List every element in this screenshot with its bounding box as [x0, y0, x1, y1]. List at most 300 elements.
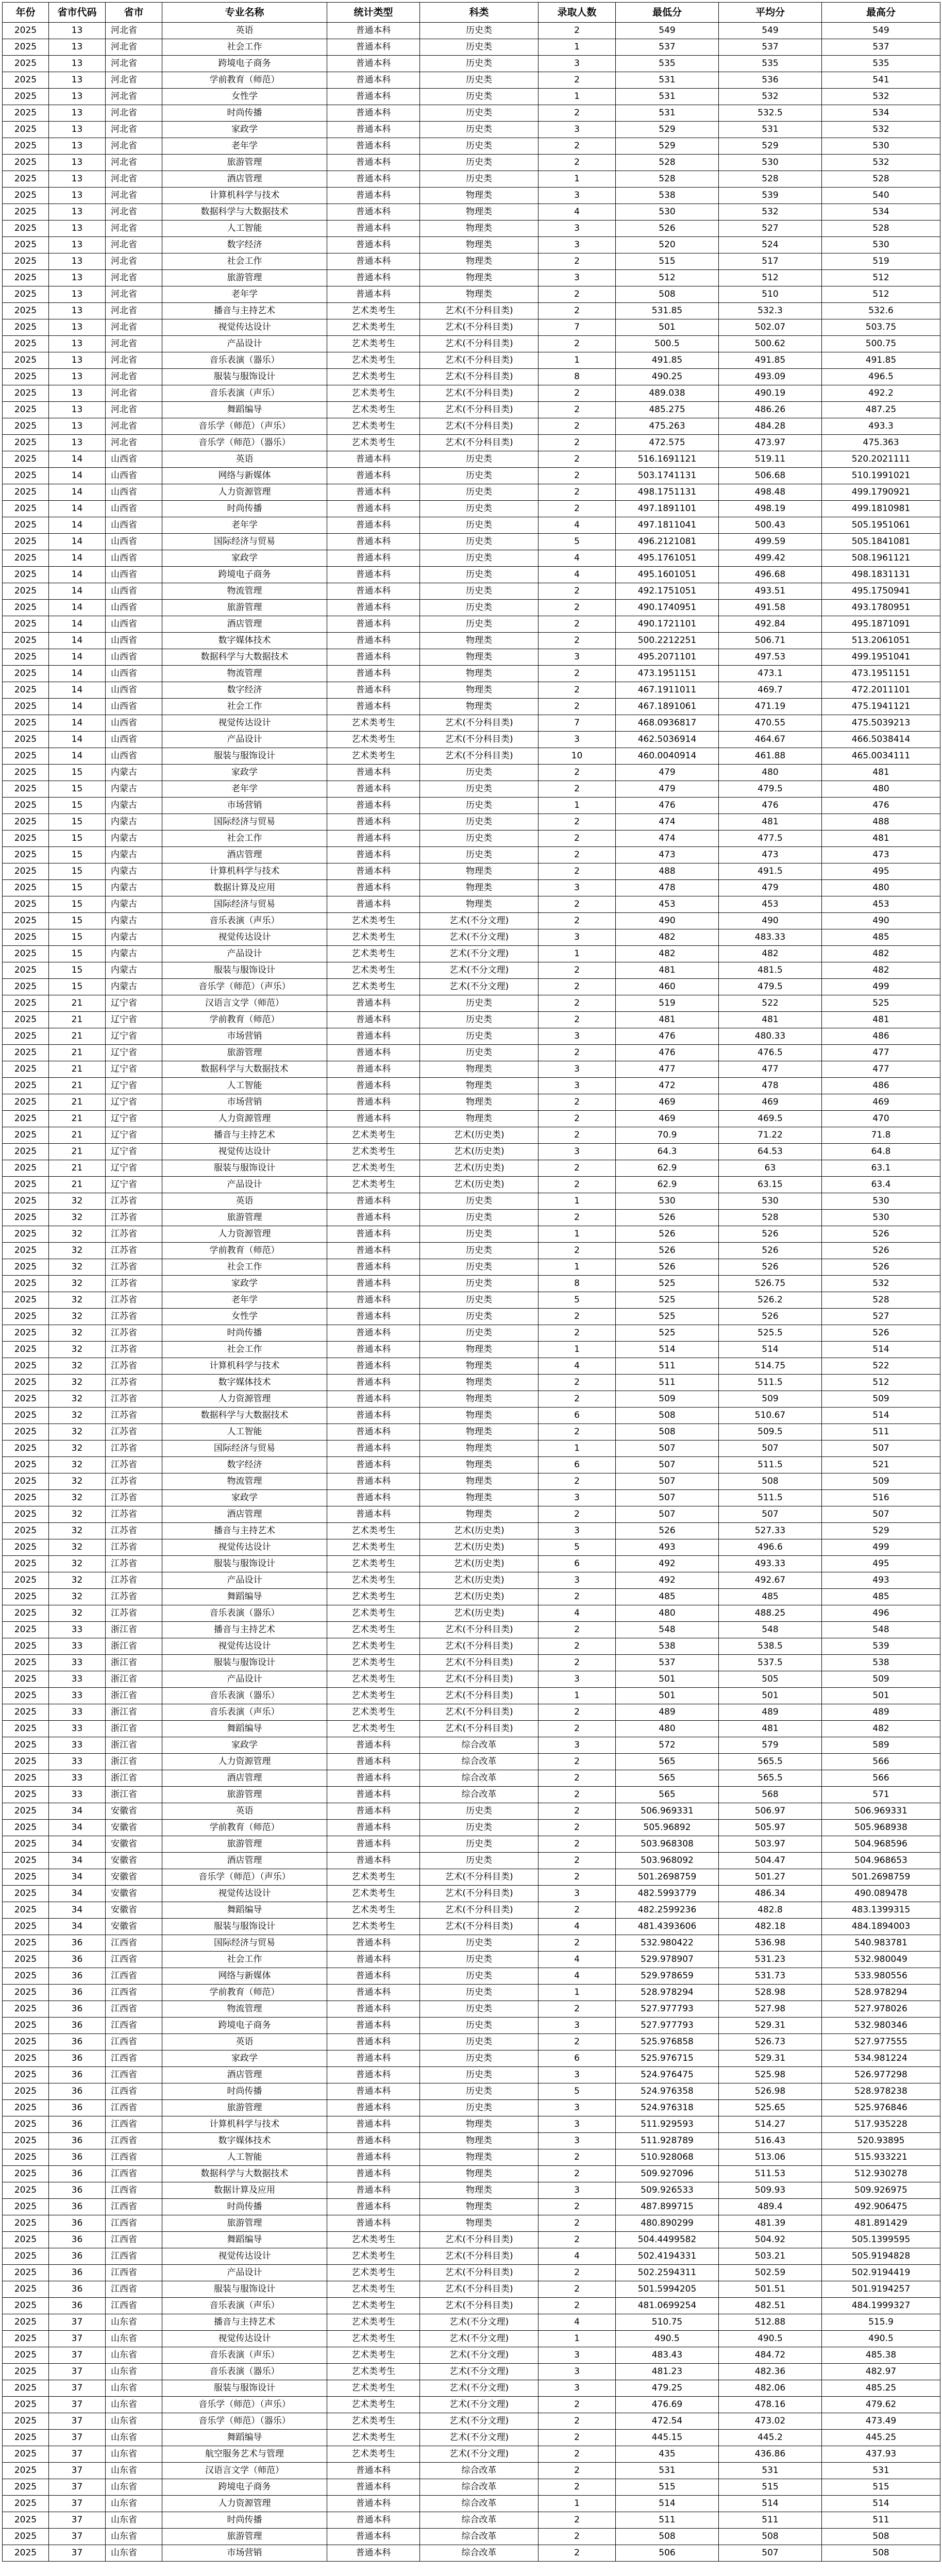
subject-cell: 艺术(不分科目类) [420, 336, 539, 352]
year-cell: 2025 [3, 89, 49, 105]
admitted-count-cell: 2 [539, 2232, 616, 2248]
major-cell: 舞蹈编导 [162, 1902, 327, 1919]
admitted-count-cell: 2 [539, 847, 616, 863]
subject-cell: 艺术(不分文理) [420, 2331, 539, 2347]
table-row [3, 649, 940, 666]
min-score-cell: 482.5993779 [616, 1886, 719, 1902]
min-score-cell: 490.1721101 [616, 616, 719, 633]
stat-type-cell: 普通本科 [327, 72, 420, 89]
subject-cell: 历史类 [420, 1045, 539, 1061]
year-cell: 2025 [3, 286, 49, 303]
major-cell: 女性学 [162, 89, 327, 105]
min-score-cell: 483.43 [616, 2347, 719, 2364]
table-row [3, 319, 940, 336]
subject-cell: 艺术(不分科目类) [420, 385, 539, 402]
province-cell: 内蒙古 [106, 781, 162, 798]
year-cell: 2025 [3, 682, 49, 699]
admitted-count-cell: 2 [539, 2479, 616, 2496]
admitted-count-cell: 3 [539, 1061, 616, 1078]
major-cell: 市场营销 [162, 1028, 327, 1045]
province-cell: 内蒙古 [106, 863, 162, 880]
subject-cell: 艺术(不分科目类) [420, 2248, 539, 2265]
province-cell: 辽宁省 [106, 1045, 162, 1061]
subject-cell: 物理类 [420, 221, 539, 237]
table-row [3, 666, 940, 682]
min-score-cell: 485 [616, 1589, 719, 1605]
table-row [3, 1391, 940, 1408]
admitted-count-cell: 6 [539, 1457, 616, 1473]
col-year-header: 年份 [3, 3, 49, 23]
year-cell: 2025 [3, 221, 49, 237]
province-cell: 河北省 [106, 319, 162, 336]
avg-score-cell: 511.5 [719, 1375, 822, 1391]
admitted-count-cell: 2 [539, 2034, 616, 2050]
subject-cell: 物理类 [420, 286, 539, 303]
avg-score-cell: 490.5 [719, 2331, 822, 2347]
stat-type-cell: 艺术类考生 [327, 369, 420, 385]
major-cell: 舞蹈编导 [162, 2430, 327, 2446]
major-cell: 老年学 [162, 781, 327, 798]
admitted-count-cell: 3 [539, 56, 616, 72]
table-row [3, 2149, 940, 2166]
avg-score-cell: 480 [719, 765, 822, 781]
year-cell: 2025 [3, 2083, 49, 2100]
table-row [3, 1440, 940, 1457]
table-row [3, 1688, 940, 1704]
major-cell: 计算机科学与技术 [162, 188, 327, 204]
major-cell: 人工智能 [162, 221, 327, 237]
year-cell: 2025 [3, 1408, 49, 1424]
avg-score-cell: 568 [719, 1787, 822, 1803]
year-cell: 2025 [3, 1177, 49, 1193]
table-row [3, 122, 940, 138]
avg-score-cell: 532.5 [719, 105, 822, 122]
avg-score-cell: 512 [719, 270, 822, 286]
avg-score-cell: 481 [719, 1012, 822, 1028]
min-score-cell: 479.25 [616, 2380, 719, 2397]
province-code-cell: 14 [49, 616, 106, 633]
year-cell: 2025 [3, 600, 49, 616]
province-cell: 山西省 [106, 666, 162, 682]
province-cell: 山西省 [106, 715, 162, 732]
year-cell: 2025 [3, 616, 49, 633]
max-score-cell: 480 [822, 880, 940, 896]
min-score-cell: 504.4499582 [616, 2232, 719, 2248]
table-row [3, 188, 940, 204]
province-code-cell: 32 [49, 1539, 106, 1556]
table-row [3, 831, 940, 847]
subject-cell: 物理类 [420, 699, 539, 715]
admitted-count-cell: 3 [539, 1078, 616, 1094]
major-cell: 时尚传播 [162, 501, 327, 517]
province-code-cell: 21 [49, 1094, 106, 1111]
table-row [3, 1309, 940, 1325]
major-cell: 数据计算及应用 [162, 2182, 327, 2199]
province-code-cell: 37 [49, 2496, 106, 2512]
province-code-cell: 37 [49, 2364, 106, 2380]
province-code-cell: 14 [49, 666, 106, 682]
admitted-count-cell: 3 [539, 2133, 616, 2149]
max-score-cell: 490.089478 [822, 1886, 940, 1902]
major-cell: 家政学 [162, 1490, 327, 1506]
year-cell: 2025 [3, 303, 49, 319]
province-cell: 河北省 [106, 286, 162, 303]
min-score-cell: 481 [616, 962, 719, 979]
table-row [3, 2331, 940, 2347]
table-row [3, 1259, 940, 1276]
province-code-cell: 13 [49, 237, 106, 253]
province-cell: 河北省 [106, 56, 162, 72]
province-code-cell: 36 [49, 2248, 106, 2265]
min-score-cell: 532.980422 [616, 1935, 719, 1952]
min-score-cell: 482 [616, 929, 719, 946]
subject-cell: 物理类 [420, 237, 539, 253]
max-score-cell: 499 [822, 1539, 940, 1556]
year-cell: 2025 [3, 2446, 49, 2463]
major-cell: 播音与主持艺术 [162, 1523, 327, 1539]
admitted-count-cell: 4 [539, 567, 616, 583]
table-row [3, 2067, 940, 2083]
admitted-count-cell: 4 [539, 2314, 616, 2331]
year-cell: 2025 [3, 2512, 49, 2529]
table-row [3, 1622, 940, 1638]
province-code-cell: 15 [49, 847, 106, 863]
table-row [3, 2380, 940, 2397]
avg-score-cell: 469 [719, 1094, 822, 1111]
major-cell: 社会工作 [162, 39, 327, 56]
max-score-cell: 495.1871091 [822, 616, 940, 633]
stat-type-cell: 普通本科 [327, 1968, 420, 1985]
admitted-count-cell: 3 [539, 2364, 616, 2380]
avg-score-cell: 528.98 [719, 1985, 822, 2001]
province-cell: 安徽省 [106, 1836, 162, 1853]
avg-score-cell: 526 [719, 1226, 822, 1243]
min-score-cell: 445.15 [616, 2430, 719, 2446]
min-score-cell: 525 [616, 1292, 719, 1309]
col-stat-type-header: 统计类型 [327, 3, 420, 23]
subject-cell: 艺术(不分科目类) [420, 748, 539, 765]
admitted-count-cell: 1 [539, 1259, 616, 1276]
avg-score-cell: 548 [719, 1622, 822, 1638]
admitted-count-cell: 2 [539, 2397, 616, 2413]
avg-score-cell: 486.34 [719, 1886, 822, 1902]
province-cell: 山东省 [106, 2331, 162, 2347]
avg-score-cell: 481 [719, 814, 822, 831]
stat-type-cell: 普通本科 [327, 1078, 420, 1094]
subject-cell: 历史类 [420, 1276, 539, 1292]
province-code-cell: 14 [49, 699, 106, 715]
stat-type-cell: 普通本科 [327, 204, 420, 221]
max-score-cell: 495 [822, 863, 940, 880]
stat-type-cell: 普通本科 [327, 814, 420, 831]
year-cell: 2025 [3, 2281, 49, 2298]
avg-score-cell: 482.51 [719, 2298, 822, 2314]
admitted-count-cell: 4 [539, 204, 616, 221]
province-cell: 江西省 [106, 2100, 162, 2116]
min-score-cell: 535 [616, 56, 719, 72]
province-cell: 河北省 [106, 253, 162, 270]
year-cell: 2025 [3, 1375, 49, 1391]
major-cell: 跨境电子商务 [162, 2479, 327, 2496]
major-cell: 社会工作 [162, 831, 327, 847]
subject-cell: 物理类 [420, 1424, 539, 1440]
admitted-count-cell: 4 [539, 1968, 616, 1985]
table-row [3, 1473, 940, 1490]
avg-score-cell: 489 [719, 1704, 822, 1721]
stat-type-cell: 普通本科 [327, 534, 420, 550]
admitted-count-cell: 5 [539, 534, 616, 550]
major-cell: 音乐学（师范）（声乐） [162, 2397, 327, 2413]
subject-cell: 历史类 [420, 1226, 539, 1243]
table-row [3, 896, 940, 913]
min-score-cell: 492 [616, 1572, 719, 1589]
table-row [3, 138, 940, 155]
table-row [3, 1243, 940, 1259]
avg-score-cell: 489.4 [719, 2199, 822, 2215]
max-score-cell: 534 [822, 204, 940, 221]
min-score-cell: 508 [616, 2529, 719, 2545]
province-code-cell: 14 [49, 484, 106, 501]
avg-score-cell: 514 [719, 2496, 822, 2512]
subject-cell: 艺术(历史类) [420, 1589, 539, 1605]
major-cell: 市场营销 [162, 2545, 327, 2562]
max-score-cell: 485 [822, 929, 940, 946]
avg-score-cell: 493.33 [719, 1556, 822, 1572]
admitted-count-cell: 2 [539, 616, 616, 633]
max-score-cell: 512.930278 [822, 2166, 940, 2182]
admitted-count-cell: 2 [539, 1622, 616, 1638]
major-cell: 服装与服饰设计 [162, 748, 327, 765]
stat-type-cell: 艺术类考生 [327, 2331, 420, 2347]
admitted-count-cell: 2 [539, 666, 616, 682]
table-row [3, 2281, 940, 2298]
province-cell: 江西省 [106, 2149, 162, 2166]
province-code-cell: 34 [49, 1902, 106, 1919]
province-code-cell: 13 [49, 155, 106, 171]
province-cell: 山西省 [106, 682, 162, 699]
max-score-cell: 508 [822, 2545, 940, 2562]
province-code-cell: 15 [49, 781, 106, 798]
stat-type-cell: 艺术类考生 [327, 435, 420, 451]
max-score-cell: 528.978294 [822, 1985, 940, 2001]
avg-score-cell: 497.53 [719, 649, 822, 666]
major-cell: 物流管理 [162, 1473, 327, 1490]
min-score-cell: 507 [616, 1490, 719, 1506]
subject-cell: 历史类 [420, 1935, 539, 1952]
admitted-count-cell: 2 [539, 1935, 616, 1952]
avg-score-cell: 484.28 [719, 418, 822, 435]
min-score-cell: 498.1751131 [616, 484, 719, 501]
avg-score-cell: 526.2 [719, 1292, 822, 1309]
table-row [3, 1342, 940, 1358]
stat-type-cell: 普通本科 [327, 1754, 420, 1770]
table-row [3, 1325, 940, 1342]
avg-score-cell: 531 [719, 2463, 822, 2479]
major-cell: 数字媒体技术 [162, 633, 327, 649]
table-row [3, 1721, 940, 1737]
max-score-cell: 506.969331 [822, 1803, 940, 1820]
year-cell: 2025 [3, 2232, 49, 2248]
admitted-count-cell: 2 [539, 1094, 616, 1111]
major-cell: 音乐表演（声乐） [162, 2298, 327, 2314]
stat-type-cell: 普通本科 [327, 1391, 420, 1408]
stat-type-cell: 普通本科 [327, 1952, 420, 1968]
avg-score-cell: 491.85 [719, 352, 822, 369]
avg-score-cell: 549 [719, 23, 822, 39]
subject-cell: 艺术(不分科目类) [420, 2265, 539, 2281]
subject-cell: 历史类 [420, 847, 539, 863]
subject-cell: 历史类 [420, 1243, 539, 1259]
subject-cell: 艺术(不分科目类) [420, 2298, 539, 2314]
max-score-cell: 63.1 [822, 1160, 940, 1177]
max-score-cell: 505.1951061 [822, 517, 940, 534]
avg-score-cell: 528 [719, 171, 822, 188]
province-code-cell: 13 [49, 122, 106, 138]
min-score-cell: 525 [616, 1309, 719, 1325]
admitted-count-cell: 3 [539, 1490, 616, 1506]
province-cell: 江西省 [106, 2001, 162, 2018]
avg-score-cell: 530 [719, 155, 822, 171]
max-score-cell: 483.1399315 [822, 1902, 940, 1919]
table-row [3, 748, 940, 765]
min-score-cell: 62.9 [616, 1160, 719, 1177]
admitted-count-cell: 3 [539, 649, 616, 666]
province-code-cell: 13 [49, 221, 106, 237]
year-cell: 2025 [3, 517, 49, 534]
admitted-count-cell: 2 [539, 2281, 616, 2298]
min-score-cell: 511 [616, 2512, 719, 2529]
subject-cell: 物理类 [420, 1342, 539, 1358]
province-cell: 江西省 [106, 2248, 162, 2265]
subject-cell: 历史类 [420, 995, 539, 1012]
max-score-cell: 481 [822, 831, 940, 847]
province-cell: 河北省 [106, 155, 162, 171]
min-score-cell: 508 [616, 1408, 719, 1424]
admitted-count-cell: 7 [539, 319, 616, 336]
max-score-cell: 453 [822, 896, 940, 913]
min-score-cell: 537 [616, 39, 719, 56]
stat-type-cell: 普通本科 [327, 484, 420, 501]
province-cell: 河北省 [106, 23, 162, 39]
province-code-cell: 15 [49, 798, 106, 814]
province-cell: 江西省 [106, 2083, 162, 2100]
province-code-cell: 33 [49, 1655, 106, 1671]
major-cell: 音乐表演（器乐） [162, 352, 327, 369]
avg-score-cell: 71.22 [719, 1127, 822, 1144]
subject-cell: 历史类 [420, 2100, 539, 2116]
min-score-cell: 507 [616, 1457, 719, 1473]
province-cell: 内蒙古 [106, 896, 162, 913]
table-row [3, 2166, 940, 2182]
max-score-cell: 486 [822, 1028, 940, 1045]
subject-cell: 物理类 [420, 2116, 539, 2133]
year-cell: 2025 [3, 2479, 49, 2496]
province-cell: 内蒙古 [106, 979, 162, 995]
year-cell: 2025 [3, 2199, 49, 2215]
year-cell: 2025 [3, 1968, 49, 1985]
min-score-cell: 469 [616, 1111, 719, 1127]
subject-cell: 历史类 [420, 39, 539, 56]
table-row [3, 1490, 940, 1506]
min-score-cell: 495.1761051 [616, 550, 719, 567]
stat-type-cell: 普通本科 [327, 1770, 420, 1787]
avg-score-cell: 453 [719, 896, 822, 913]
province-cell: 山西省 [106, 484, 162, 501]
max-score-cell: 520.93895 [822, 2133, 940, 2149]
major-cell: 人力资源管理 [162, 1111, 327, 1127]
avg-score-cell: 525.98 [719, 2067, 822, 2083]
stat-type-cell: 普通本科 [327, 1210, 420, 1226]
admitted-count-cell: 2 [539, 1243, 616, 1259]
admitted-count-cell: 3 [539, 188, 616, 204]
province-cell: 江苏省 [106, 1325, 162, 1342]
province-cell: 山东省 [106, 2364, 162, 2380]
table-row [3, 2512, 940, 2529]
max-score-cell: 437.93 [822, 2446, 940, 2463]
province-cell: 内蒙古 [106, 847, 162, 863]
min-score-cell: 469 [616, 1094, 719, 1111]
province-code-cell: 32 [49, 1506, 106, 1523]
subject-cell: 艺术(不分科目类) [420, 352, 539, 369]
major-cell: 服装与服饰设计 [162, 1160, 327, 1177]
table-row [3, 1919, 940, 1935]
stat-type-cell: 艺术类考生 [327, 1902, 420, 1919]
province-cell: 山西省 [106, 468, 162, 484]
stat-type-cell: 普通本科 [327, 1935, 420, 1952]
min-score-cell: 528 [616, 171, 719, 188]
admitted-count-cell: 3 [539, 270, 616, 286]
admitted-count-cell: 3 [539, 237, 616, 253]
max-score-cell: 549 [822, 23, 940, 39]
province-cell: 江西省 [106, 2232, 162, 2248]
stat-type-cell: 普通本科 [327, 1408, 420, 1424]
admitted-count-cell: 3 [539, 2182, 616, 2199]
admitted-count-cell: 2 [539, 913, 616, 929]
stat-type-cell: 普通本科 [327, 2050, 420, 2067]
min-score-cell: 474 [616, 831, 719, 847]
year-cell: 2025 [3, 2001, 49, 2018]
major-cell: 学前教育（师范） [162, 1012, 327, 1028]
subject-cell: 物理类 [420, 188, 539, 204]
table-row [3, 1144, 940, 1160]
year-cell: 2025 [3, 1605, 49, 1622]
admitted-count-cell: 2 [539, 1754, 616, 1770]
province-cell: 辽宁省 [106, 1144, 162, 1160]
max-score-cell: 504.968596 [822, 1836, 940, 1853]
province-cell: 安徽省 [106, 1902, 162, 1919]
province-cell: 江苏省 [106, 1539, 162, 1556]
min-score-cell: 516.1691121 [616, 451, 719, 468]
subject-cell: 历史类 [420, 2050, 539, 2067]
subject-cell: 历史类 [420, 517, 539, 534]
stat-type-cell: 普通本科 [327, 1111, 420, 1127]
admitted-count-cell: 1 [539, 2331, 616, 2347]
stat-type-cell: 普通本科 [327, 253, 420, 270]
admitted-count-cell: 4 [539, 1358, 616, 1375]
subject-cell: 历史类 [420, 798, 539, 814]
stat-type-cell: 普通本科 [327, 699, 420, 715]
avg-score-cell: 478 [719, 1078, 822, 1094]
admitted-count-cell: 2 [539, 2430, 616, 2446]
min-score-cell: 526 [616, 221, 719, 237]
max-score-cell: 481 [822, 1012, 940, 1028]
admitted-count-cell: 2 [539, 1309, 616, 1325]
max-score-cell: 490.5 [822, 2331, 940, 2347]
major-cell: 视觉传达设计 [162, 1144, 327, 1160]
table-row [3, 1968, 940, 1985]
stat-type-cell: 普通本科 [327, 171, 420, 188]
subject-cell: 艺术(不分文理) [420, 2446, 539, 2463]
